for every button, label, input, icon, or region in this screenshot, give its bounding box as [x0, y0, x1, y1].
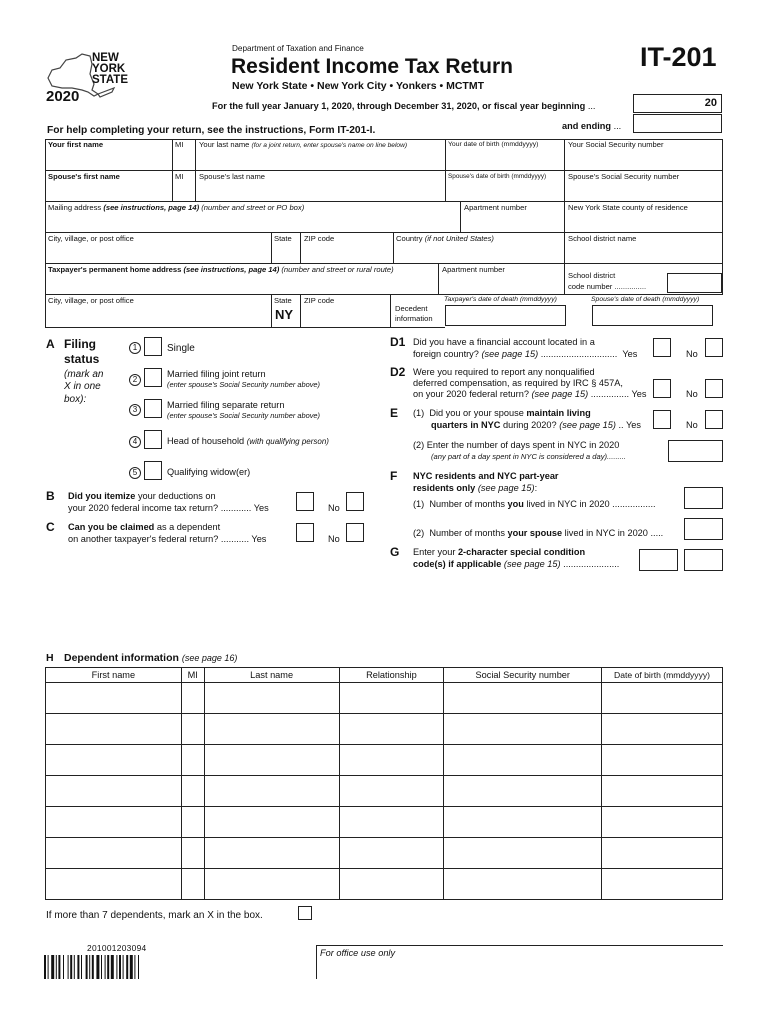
column-header-ssn: Social Security number [444, 668, 602, 683]
barcode-bar [130, 955, 133, 979]
dependent-last-name-cell[interactable] [204, 776, 339, 807]
barcode-bar [92, 955, 94, 979]
question-c-no-checkbox[interactable] [346, 523, 364, 542]
question-f2-label: (2) Number of months your spouse lived in NYC in 2020 ..... [413, 528, 664, 538]
dependent-dob-cell[interactable] [602, 714, 723, 745]
form-title: Resident Income Tax Return [231, 55, 514, 78]
permanent-apartment-field[interactable] [439, 275, 564, 294]
county-field[interactable] [565, 213, 722, 232]
barcode-bar [74, 955, 75, 979]
barcode-bar [89, 955, 90, 979]
filing-title-1: Filing [64, 337, 96, 351]
barcode-bar [63, 955, 64, 979]
question-b-no-checkbox[interactable] [346, 492, 364, 511]
apartment-field[interactable] [461, 213, 564, 232]
question-d1-line1: Did you have a financial account located in a [413, 337, 595, 347]
barcode-bar [119, 955, 121, 979]
filing-option-1-label: Single [167, 343, 195, 354]
zip-field[interactable] [301, 244, 393, 263]
dependent-first-name-cell[interactable] [46, 745, 182, 776]
barcode-bar [68, 955, 69, 979]
apartment-label: Apartment number [464, 203, 527, 212]
school-district-field[interactable] [565, 244, 722, 263]
dependent-ssn-cell[interactable] [444, 714, 602, 745]
question-c-yes-checkbox[interactable] [296, 523, 314, 542]
barcode-bar [126, 955, 128, 979]
question-e2-line1: (2) Enter the number of days spent in NYC in 2020 [413, 440, 620, 450]
table-row [46, 776, 723, 807]
filing-option-1-checkbox[interactable] [144, 337, 162, 356]
mailing-address-label: Mailing address (see instructions, page 14) (number and street or PO box) [48, 203, 305, 212]
question-c-line2: on another taxpayer's federal return? ........... Yes [68, 534, 267, 544]
filing-option-2-sub: (enter spouse's Social Security number above) [167, 380, 320, 389]
filing-option-3-checkbox[interactable] [144, 399, 162, 418]
filing-option-3-sub: (enter spouse's Social Security number above) [167, 411, 320, 420]
dependent-ssn-cell[interactable] [444, 683, 602, 714]
dependent-last-name-cell[interactable] [204, 714, 339, 745]
filing-option-3-label: Married filing separate return [167, 400, 285, 410]
barcode-bar [96, 955, 99, 979]
dependent-mi-cell[interactable] [181, 683, 204, 714]
filing-option-3-number: 3 [129, 404, 141, 416]
permanent-apartment-label: Apartment number [442, 265, 505, 274]
mi-field[interactable] [173, 150, 195, 169]
question-f2-field[interactable] [684, 518, 723, 540]
state-field[interactable] [272, 244, 300, 263]
spouse-last-name-field[interactable] [196, 182, 445, 201]
dependent-ssn-cell[interactable] [444, 838, 602, 869]
section-h-letter: H [46, 652, 54, 664]
school-district-label: School district name [568, 234, 637, 243]
question-e2-days-field[interactable] [668, 440, 723, 462]
question-d1-line2: foreign country? (see page 15) .............................. Yes [413, 349, 638, 359]
form-year: 2020 [46, 88, 80, 105]
school-code-field[interactable] [667, 273, 722, 293]
form-subtitle: New York State • New York City • Yonkers • MCTMT [232, 80, 485, 92]
dependent-relationship-cell[interactable] [339, 714, 444, 745]
dependent-first-name-cell[interactable] [46, 807, 182, 838]
question-e1-no-checkbox[interactable] [705, 410, 723, 429]
question-b-yes-checkbox[interactable] [296, 492, 314, 511]
dependent-ssn-cell[interactable] [444, 807, 602, 838]
ny-state-logo-text: NEW YORK STATE [92, 52, 128, 86]
dependent-mi-cell[interactable] [181, 838, 204, 869]
section-c-letter: C [46, 520, 55, 534]
question-g-line2: code(s) if applicable (see page 15) ...................... [413, 559, 620, 569]
dependent-relationship-cell[interactable] [339, 776, 444, 807]
column-header-last-name: Last name [204, 668, 339, 683]
column-header-mi: MI [181, 668, 204, 683]
dependent-last-name-cell[interactable] [204, 838, 339, 869]
dependent-relationship-cell[interactable] [339, 807, 444, 838]
filing-option-4-number: 4 [129, 436, 141, 448]
question-d2-line3: on your 2020 federal return? (see page 15) ............... Yes [413, 389, 647, 399]
first-name-label: Your first name [48, 140, 104, 149]
spouse-death-label: Spouse's date of death (mmddyyyy) [591, 296, 700, 303]
dependents-table [45, 667, 723, 900]
filing-note-2: X in one [64, 381, 101, 392]
decedent-label-1: Decedent [395, 304, 428, 313]
filing-option-5-label: Qualifying widow(er) [167, 467, 251, 477]
dependent-mi-cell[interactable] [181, 745, 204, 776]
fiscal-year-begin-field[interactable]: 20 [633, 94, 722, 113]
barcode-bar [56, 955, 57, 979]
spouse-first-name-label: Spouse's first name [48, 172, 120, 181]
barcode-bar [58, 955, 60, 979]
table-row [46, 838, 723, 869]
dependent-first-name-cell[interactable] [46, 838, 182, 869]
question-g-line1: Enter your 2-character special condition [413, 547, 586, 557]
dependent-first-name-cell[interactable] [46, 714, 182, 745]
dependent-dob-cell[interactable] [602, 807, 723, 838]
filing-note-1: (mark an [64, 369, 104, 380]
tax-period-text: For the full year January 1, 2020, through December 31, 2020, or fiscal year beginning ... [212, 101, 596, 111]
dependent-dob-cell[interactable] [602, 776, 723, 807]
section-b-letter: B [46, 489, 55, 503]
barcode-bar [70, 955, 72, 979]
barcode-bar [48, 955, 49, 979]
barcode-bar [107, 955, 109, 979]
column-header-first-name: First name [46, 668, 182, 683]
dependent-relationship-cell[interactable] [339, 838, 444, 869]
mailing-address-field[interactable] [46, 213, 460, 232]
filing-option-4-checkbox[interactable] [144, 430, 162, 449]
dependent-relationship-cell[interactable] [339, 683, 444, 714]
table-row [46, 869, 723, 900]
barcode-bar [77, 955, 79, 979]
barcode-bar [51, 955, 54, 979]
more-dependents-text: If more than 7 dependents, mark an X in the box. [46, 910, 263, 921]
spouse-dob-label: Spouse's date of birth (mmddyyyy) [448, 173, 547, 180]
dependent-dob-cell[interactable] [602, 838, 723, 869]
permanent-address-label: Taxpayer's permanent home address (see instructions, page 14) (number and street or rural route) [48, 265, 394, 274]
question-c-line1: Can you be claimed as a dependent [68, 522, 221, 532]
dependent-ssn-cell[interactable] [444, 776, 602, 807]
section-a-letter: A [46, 337, 55, 351]
barcode-bar [44, 955, 46, 979]
table-row [46, 807, 723, 838]
department-name: Department of Taxation and Finance [232, 44, 364, 53]
spouse-ssn-field[interactable] [565, 182, 722, 201]
ending-text: and ending ... [562, 121, 622, 131]
state2-value: NY [275, 307, 294, 322]
last-name-label: Your last name (for a joint return, enter spouse's name on line below) [199, 140, 408, 149]
dependents-title: Dependent information (see page 16) [64, 652, 238, 664]
filing-option-5-number: 5 [129, 467, 141, 479]
country-field[interactable] [394, 244, 564, 263]
city2-field[interactable] [46, 306, 271, 326]
city2-label: City, village, or post office [48, 296, 134, 305]
dependent-first-name-cell[interactable] [46, 776, 182, 807]
question-e1-yes-checkbox[interactable] [653, 410, 671, 429]
office-use-label: For office use only [320, 948, 396, 958]
spouse-death-field[interactable] [592, 305, 713, 326]
dependent-mi-cell[interactable] [181, 776, 204, 807]
form-number: IT-201 [640, 42, 717, 72]
city-field[interactable] [46, 244, 271, 263]
dependent-last-name-cell[interactable] [204, 745, 339, 776]
question-d1-no-label: No [686, 349, 698, 359]
dependent-ssn-cell[interactable] [444, 745, 602, 776]
zip2-field[interactable] [301, 306, 390, 326]
barcode-number: 201001203094 [87, 943, 147, 953]
state2-label: State [274, 296, 292, 305]
question-d1-no-checkbox[interactable] [705, 338, 723, 357]
ssn-label: Your Social Security number [568, 140, 664, 149]
spouse-dob-field[interactable] [446, 182, 564, 201]
dependent-last-name-cell[interactable] [204, 807, 339, 838]
taxpayer-info-grid [45, 139, 723, 328]
barcode-bar [134, 955, 135, 979]
filing-option-1-number: 1 [129, 342, 141, 354]
city-label: City, village, or post office [48, 234, 134, 243]
question-e2-line2: (any part of a day spent in NYC is considered a day)......... [431, 452, 627, 461]
dependent-last-name-cell[interactable] [204, 683, 339, 714]
barcode-bar [111, 955, 114, 979]
question-e1-no-label: No [686, 420, 698, 430]
dependent-relationship-cell[interactable] [339, 745, 444, 776]
section-d2-letter: D2 [390, 365, 406, 379]
dependent-relationship-cell[interactable] [339, 869, 444, 900]
barcode-bar [105, 955, 106, 979]
filing-option-2-label: Married filing joint return [167, 369, 266, 379]
dependent-dob-cell[interactable] [602, 683, 723, 714]
dependent-mi-cell[interactable] [181, 807, 204, 838]
filing-title-2: status [64, 352, 100, 366]
office-use-divider-h [316, 945, 723, 946]
barcode-bar [81, 955, 82, 979]
filing-option-2-checkbox[interactable] [144, 368, 162, 387]
permanent-address-field[interactable] [46, 275, 438, 294]
dependent-first-name-cell[interactable] [46, 683, 182, 714]
fiscal-year-end-field[interactable] [633, 114, 722, 133]
question-c-no-label: No [328, 534, 340, 544]
state-label: State [274, 234, 292, 243]
dependent-dob-cell[interactable] [602, 869, 723, 900]
table-row [46, 714, 723, 745]
spouse-last-name-label: Spouse's last name [199, 172, 266, 181]
barcode-bar [86, 955, 88, 979]
question-d2-line1: Were you required to report any nonqualified [413, 367, 595, 377]
spouse-mi-field[interactable] [173, 182, 195, 201]
column-header-relationship: Relationship [339, 668, 444, 683]
question-f1-field[interactable] [684, 487, 723, 509]
help-text: For help completing your return, see the instructions, Form IT-201-I. [47, 125, 376, 136]
question-d2-no-checkbox[interactable] [705, 379, 723, 398]
barcode [44, 955, 194, 979]
last-name-field[interactable] [196, 150, 445, 169]
question-b-line1: Did you itemize your deductions on [68, 491, 216, 501]
question-e1-line2: quarters in NYC during 2020? (see page 15) .. Yes [431, 420, 641, 430]
decedent-label-2: information [395, 314, 433, 323]
dependent-ssn-cell[interactable] [444, 869, 602, 900]
ssn-field[interactable] [565, 150, 722, 169]
barcode-bar [101, 955, 102, 979]
question-d1-yes-checkbox[interactable] [653, 338, 671, 357]
question-e1-line1: (1) Did you or your spouse maintain living [413, 408, 591, 418]
barcode-bar [116, 955, 117, 979]
spouse-mi-label: MI [175, 172, 184, 181]
question-b-line2: your 2020 federal income tax return? ............ Yes [68, 503, 269, 513]
barcode-bar [138, 955, 139, 979]
table-row [46, 683, 723, 714]
dependent-dob-cell[interactable] [602, 745, 723, 776]
dependent-mi-cell[interactable] [181, 714, 204, 745]
filing-option-5-checkbox[interactable] [144, 461, 162, 480]
question-d2-yes-checkbox[interactable] [653, 379, 671, 398]
question-f-line2: residents only (see page 15): [413, 483, 538, 493]
zip-label: ZIP code [304, 234, 335, 243]
filing-option-2-number: 2 [129, 374, 141, 386]
dependent-last-name-cell[interactable] [204, 869, 339, 900]
zip2-label: ZIP code [304, 296, 335, 305]
spouse-first-name-field[interactable] [46, 182, 172, 201]
table-row [46, 745, 723, 776]
section-f-letter: F [390, 469, 398, 483]
taxpayer-death-label: Taxpayer's date of death (mmddyyyy) [444, 296, 557, 303]
filing-note-3: box): [64, 394, 87, 405]
special-code-1-field[interactable] [639, 549, 678, 571]
question-f-line1: NYC residents and NYC part-year [413, 471, 559, 481]
first-name-field[interactable] [46, 150, 172, 169]
special-code-2-field[interactable] [684, 549, 723, 571]
filing-option-4-label: Head of household (with qualifying person) [167, 436, 329, 446]
more-dependents-checkbox[interactable] [298, 906, 312, 920]
question-d2-line2: deferred compensation, as required by IRC § 457A, [413, 378, 623, 388]
school-code-label-1: School district [568, 271, 616, 280]
country-label: Country (if not United States) [396, 234, 494, 243]
question-f1-label: (1) Number of months you lived in NYC in 2020 ................. [413, 499, 656, 509]
column-header-dob: Date of birth (mmddyyyy) [602, 668, 723, 683]
question-d2-no-label: No [686, 389, 698, 399]
question-b-no-label: No [328, 503, 340, 513]
section-g-letter: G [390, 545, 400, 559]
dependent-mi-cell[interactable] [181, 869, 204, 900]
barcode-bar [123, 955, 124, 979]
county-label: New York State county of residence [568, 203, 688, 212]
dob-field[interactable] [446, 150, 564, 169]
section-d1-letter: D1 [390, 335, 406, 349]
office-use-divider-v [316, 945, 317, 979]
section-e-letter: E [390, 406, 399, 420]
dob-label: Your date of birth (mmddyyyy) [448, 141, 539, 148]
dependent-first-name-cell[interactable] [46, 869, 182, 900]
mi-label: MI [175, 140, 184, 149]
taxpayer-death-field[interactable] [445, 305, 566, 326]
school-code-label-2: code number ............... [568, 282, 647, 291]
spouse-ssn-label: Spouse's Social Security number [568, 172, 680, 181]
